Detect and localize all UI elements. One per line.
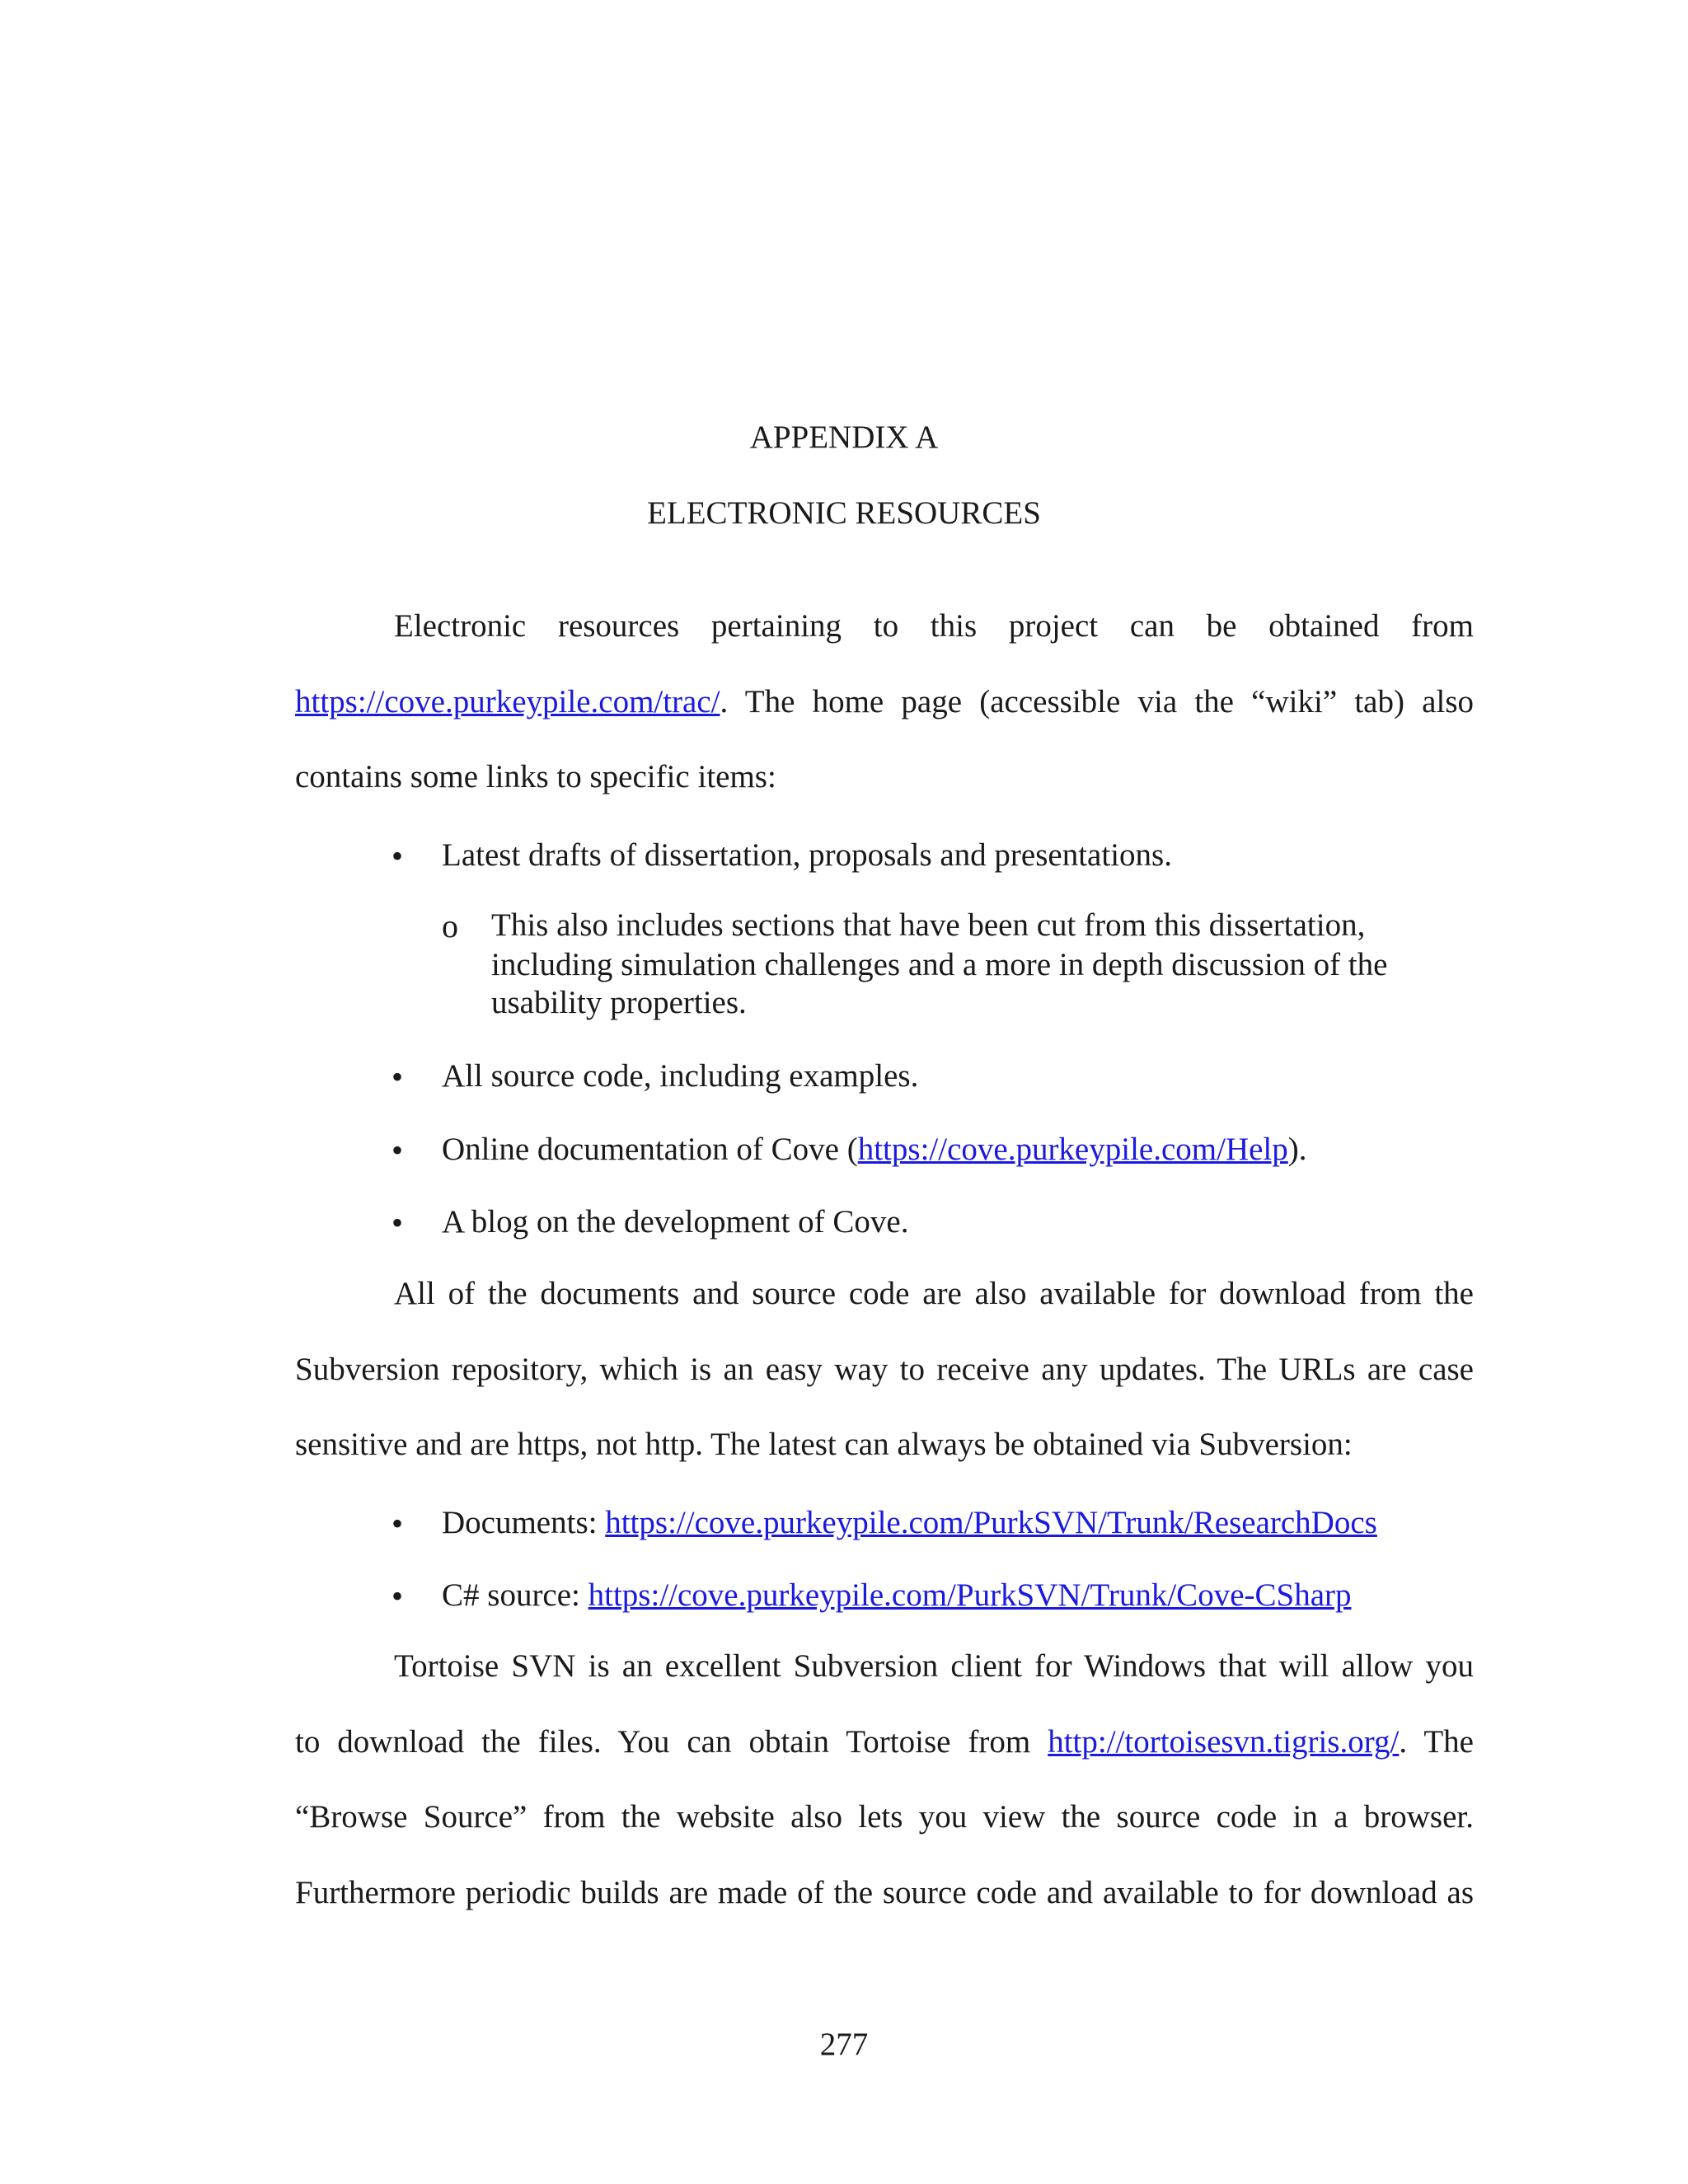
help-link[interactable]: https://cove.purkeypile.com/Help [857,1132,1288,1167]
sub-list-item-line: including simulation challenges and a more in depth discussion of the [491,947,1388,982]
bullet-icon: • [392,1204,404,1241]
research-docs-link[interactable]: https://cove.purkeypile.com/PurkSVN/Trunk/ResearchDocs [605,1505,1377,1540]
appendix-heading: APPENDIX A [749,419,939,455]
tortoise-link[interactable]: http://tortoisesvn.tigris.org/ [1048,1724,1400,1760]
list-item [442,1131,1307,1168]
sub-list-item-line: usability properties. [491,985,747,1020]
list-item: Latest drafts of dissertation, proposals and presentations. [442,837,1172,873]
list-item [442,1577,1352,1614]
list-item [442,1504,1377,1541]
paragraph-line: Furthermore periodic builds are made of the source code and available to for download as [295,1875,1474,1910]
trac-link[interactable]: https://cove.purkeypile.com/trac/ [295,684,720,719]
appendix-title: ELECTRONIC RESOURCES [647,495,1041,531]
paragraph-line-text: . The [1399,1724,1474,1760]
paragraph-line: Subversion repository, which is an easy way to receive any updates. The URLs are case [295,1352,1474,1387]
csharp-source-link[interactable]: https://cove.purkeypile.com/PurkSVN/Trunk/Cove-CSharp [588,1577,1352,1613]
paragraph-line: All of the documents and source code are also available for download from the [394,1276,1474,1311]
sub-bullet-icon: o [442,907,458,944]
bullet-icon: • [392,1505,404,1542]
paragraph-line: sensitive and are https, not http. The latest can always be obtained via Subversion: [295,1427,1353,1462]
paragraph-line [295,1723,1474,1760]
page-number: 277 [819,2027,869,2062]
list-item-text: Online documentation of Cove ( [442,1132,858,1167]
list-item-label: Documents: [442,1505,606,1540]
bullet-icon: • [392,1132,404,1169]
paragraph-line-text: to download the files. You can obtain Tortoise from [295,1724,1048,1760]
list-item: All source code, including examples. [442,1058,919,1094]
paragraph-line: Tortoise SVN is an excellent Subversion client for Windows that will allow you [394,1648,1474,1684]
list-item-text: ). [1287,1132,1307,1167]
sub-list-item-line: This also includes sections that have been cut from this dissertation, [491,907,1366,943]
paragraph-line [295,683,1474,720]
paragraph-line: Electronic resources pertaining to this project can be obtained from [394,608,1474,644]
bullet-icon: • [392,1577,404,1615]
bullet-icon: • [392,837,404,874]
bullet-icon: • [392,1058,404,1095]
list-item: A blog on the development of Cove. [442,1204,909,1240]
list-item-label: C# source: [442,1577,588,1613]
paragraph-line: contains some links to specific items: [295,759,776,794]
paragraph-line: “Browse Source” from the website also lets you view the source code in a browser. [295,1799,1474,1835]
paragraph-line-text: . The home page (accessible via the “wiki” tab) also [720,684,1474,719]
